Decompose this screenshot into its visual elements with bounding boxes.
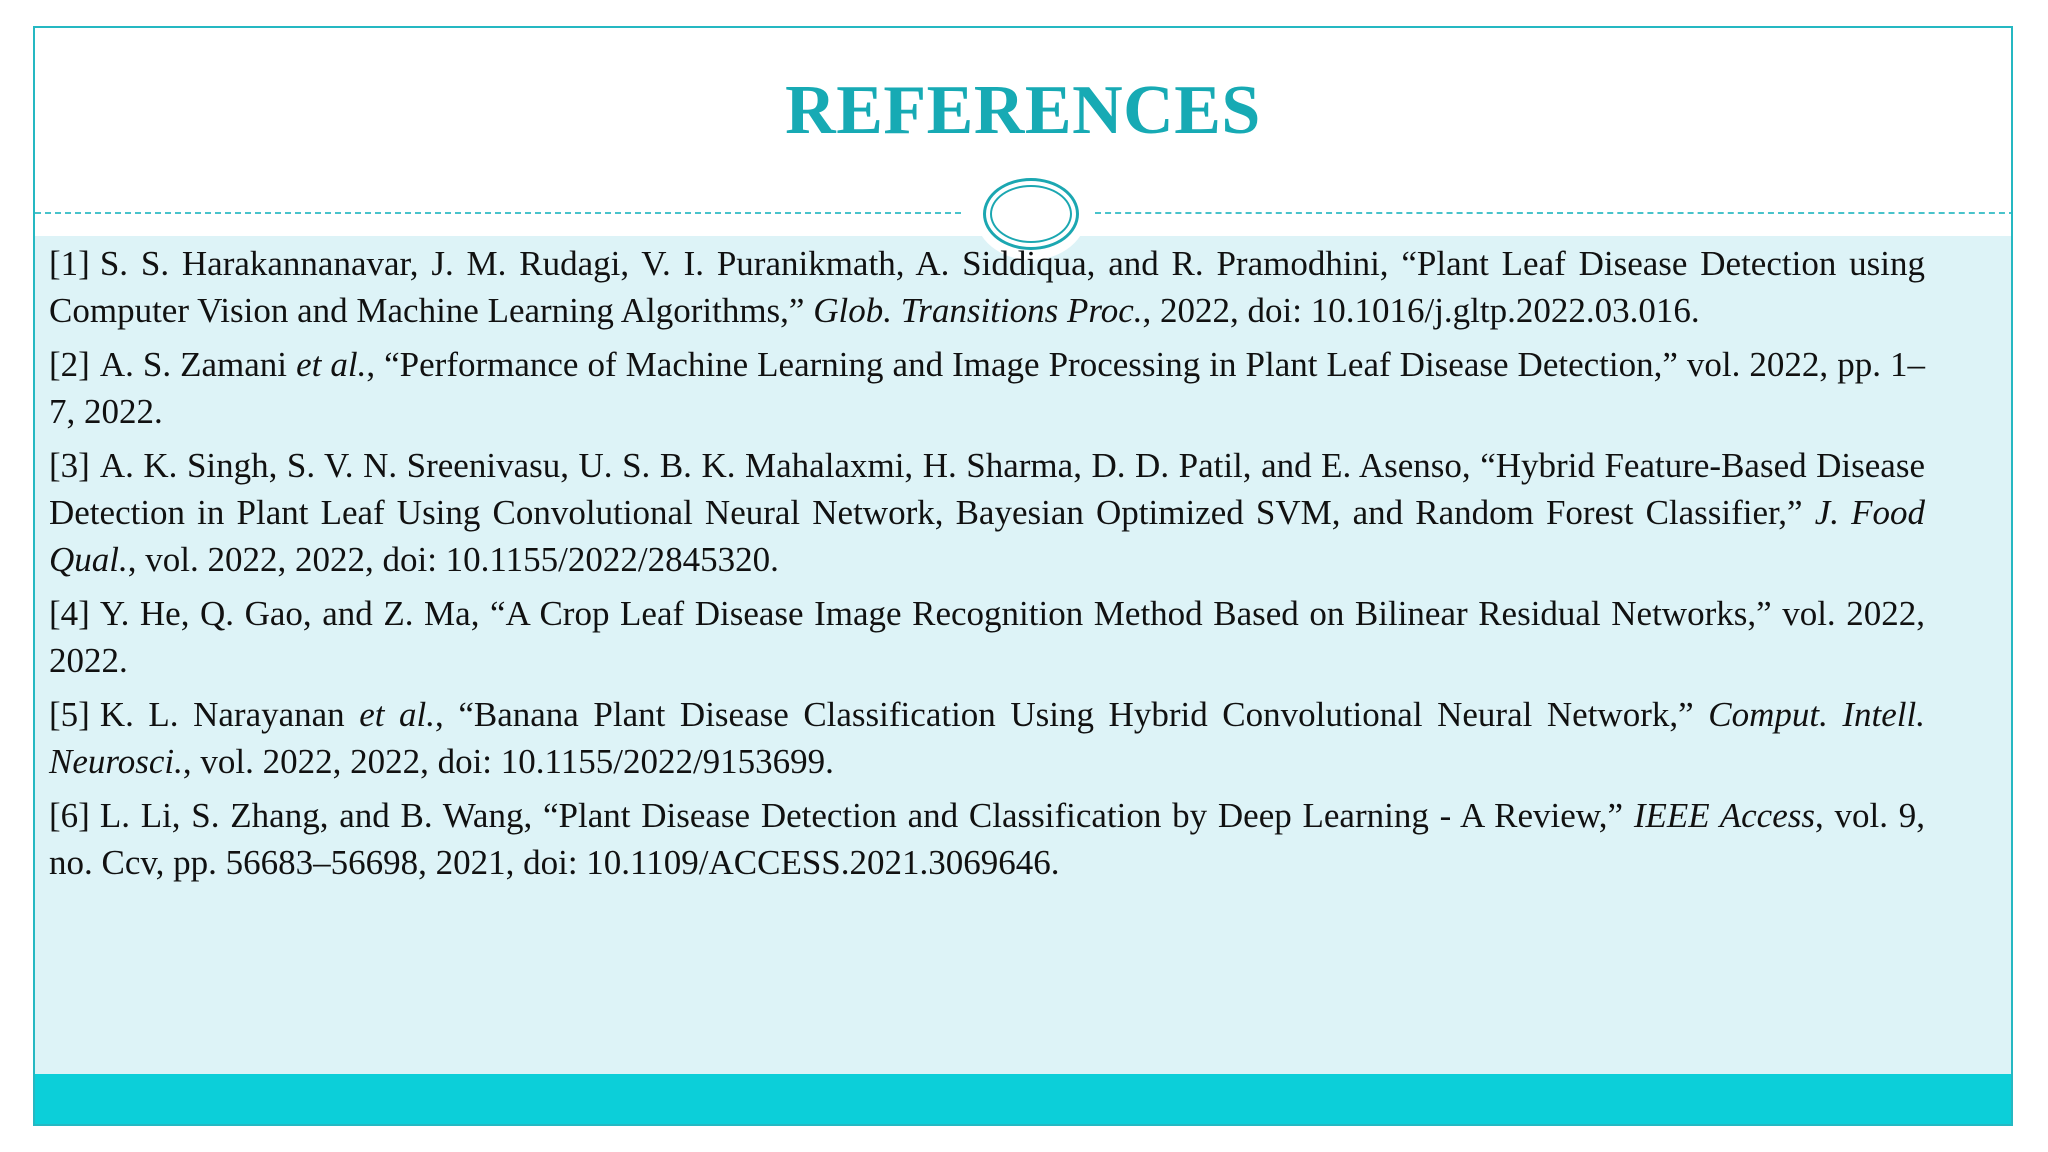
reference-authors: L. Li, S. Zhang, and B. Wang, (99, 796, 543, 835)
reference-title: “Plant Disease Detection and Classification by Deep Learning - A Review,” (542, 796, 1634, 835)
reference-authors: S. S. Harakannanavar, J. M. Rudagi, V. I. Puranikmath, A. Siddiqua, and R. Pramodhini, (99, 244, 1402, 283)
reference-item-6 (49, 792, 1925, 886)
reference-item-5 (49, 691, 1925, 785)
footer-bar (35, 1074, 2011, 1124)
reference-number: [3] (49, 446, 90, 485)
reference-authors-italic: et al. (359, 695, 436, 734)
reference-item-3 (49, 442, 1925, 583)
reference-details: vol. 2022, 2022. (49, 594, 1925, 680)
reference-item-4 (49, 590, 1925, 684)
reference-authors: A. K. Singh, S. V. N. Sreenivasu, U. S. B. K. Mahalaxmi, H. Sharma, D. D. Patil, and E. Asenso, (99, 446, 1481, 485)
page-title: REFERENCES (785, 72, 1261, 149)
reference-details: , 2022, doi: 10.1016/j.gltp.2022.03.016. (1142, 291, 1700, 330)
reference-authors: A. S. Zamani (99, 345, 297, 384)
reference-title: “A Crop Leaf Disease Image Recognition Method Based on Bilinear Residual Networks,” (490, 594, 1783, 633)
reference-item-2 (49, 341, 1925, 435)
reference-venue: J. Food Qual. (49, 493, 1925, 579)
title-divider-left (35, 212, 961, 214)
reference-venue: Comput. Intell. Neurosci. (49, 695, 1925, 781)
reference-details: , vol. 2022, 2022, doi: 10.1155/2022/9153699. (182, 742, 834, 781)
reference-number: [2] (49, 345, 90, 384)
reference-title: , “Banana Plant Disease Classification Using Hybrid Convolutional Neural Network,” (435, 695, 1709, 734)
reference-title: , “Performance of Machine Learning and Image Processing in Plant Leaf Disease Detection,” (366, 345, 1687, 384)
reference-item-1 (49, 240, 1925, 334)
reference-number: [6] (49, 796, 90, 835)
reference-authors-italic: et al. (296, 345, 367, 384)
title-divider-right (1095, 212, 2013, 214)
reference-authors: Y. He, Q. Gao, and Z. Ma, (99, 594, 491, 633)
reference-details: , vol. 2022, 2022, doi: 10.1155/2022/2845320. (127, 540, 779, 579)
reference-details: , vol. 9, no. Ccv, pp. 56683–56698, 2021, doi: 10.1109/ACCESS.2021.3069646. (49, 796, 1925, 882)
references-list (49, 240, 1925, 893)
reference-title: “Plant Leaf Disease Detection using Computer Vision and Machine Learning Algorithms,” (49, 244, 1925, 330)
reference-number: [4] (49, 594, 90, 633)
oval-ornament-inner-ring (990, 185, 1072, 243)
reference-venue: Glob. Transitions Proc. (813, 291, 1143, 330)
reference-venue: IEEE Access (1633, 796, 1815, 835)
reference-details: vol. 2022, pp. 1–7, 2022. (49, 345, 1926, 431)
reference-number: [1] (49, 244, 90, 283)
reference-title: “Hybrid Feature-Based Disease Detection in Plant Leaf Using Convolutional Neural Network, Bayesian Optimized SVM, and Random Forest Classifier,” (49, 446, 1925, 532)
reference-authors: K. L. Narayanan (99, 695, 360, 734)
reference-number: [5] (49, 695, 90, 734)
